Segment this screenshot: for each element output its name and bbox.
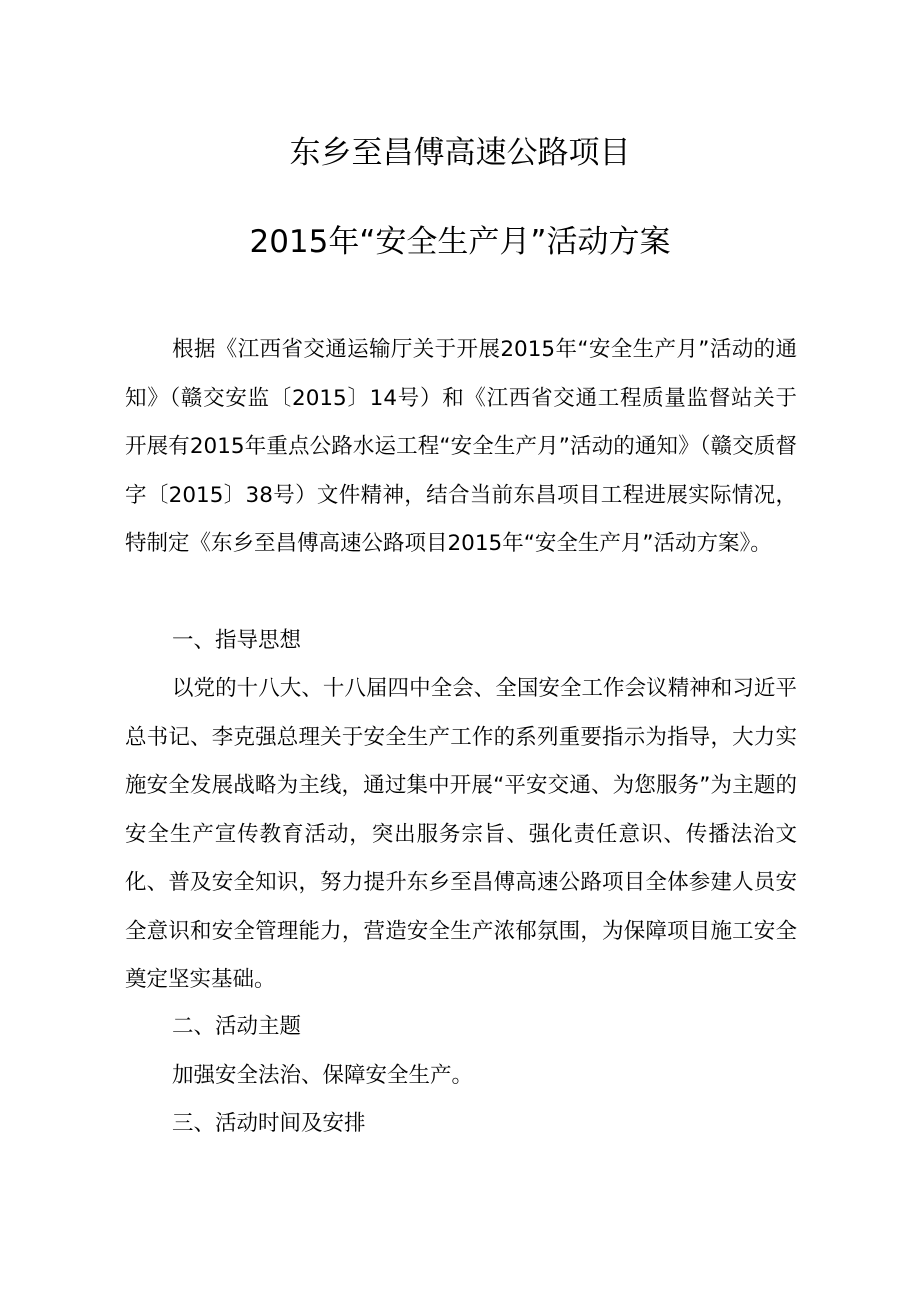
document-title-line1: 东乡至昌傅高速公路项目 [289, 135, 631, 171]
section-heading-activity-theme: 二、活动主题 [172, 1014, 302, 1039]
intro-paragraph: 根据《江西省交通运输厅关于开展2015年“安全生产月”活动的通知》（赣交安监〔2015〕14号）和《江西省交通工程质量监督站关于开展有2015年重点公路水运工程“安全生产月”活动的通知》（赣交质督字〔2015〕38号）文件精神，结合当前东昌项目工程进展实际情况，特制定《东乡至昌傅高速公路项目2015年“安全生产月”活动方案》。 [125, 337, 797, 556]
section-heading-activity-schedule: 三、活动时间及安排 [172, 1111, 366, 1136]
section-heading-guiding-ideology: 一、指导思想 [172, 628, 302, 653]
guiding-ideology-paragraph: 以党的十八大、十八届四中全会、全国安全工作会议精神和习近平总书记、李克强总理关于安全生产工作的系列重要指示为指导，大力实施安全发展战略为主线，通过集中开展“平安交通、为您服务”为主题的安全生产宣传教育活动，突出服务宗旨、强化责任意识、传播法治文化、普及安全知识，努力提升东乡至昌傅高速公路项目全体参建人员安全意识和安全管理能力，营造安全生产浓郁氛围，为保障项目施工安全奠定坚实基础。 [125, 676, 797, 992]
activity-theme-paragraph: 加强安全法治、保障安全生产。 [172, 1063, 474, 1088]
document-title-line2: 2015年“安全生产月”活动方案 [249, 224, 671, 260]
